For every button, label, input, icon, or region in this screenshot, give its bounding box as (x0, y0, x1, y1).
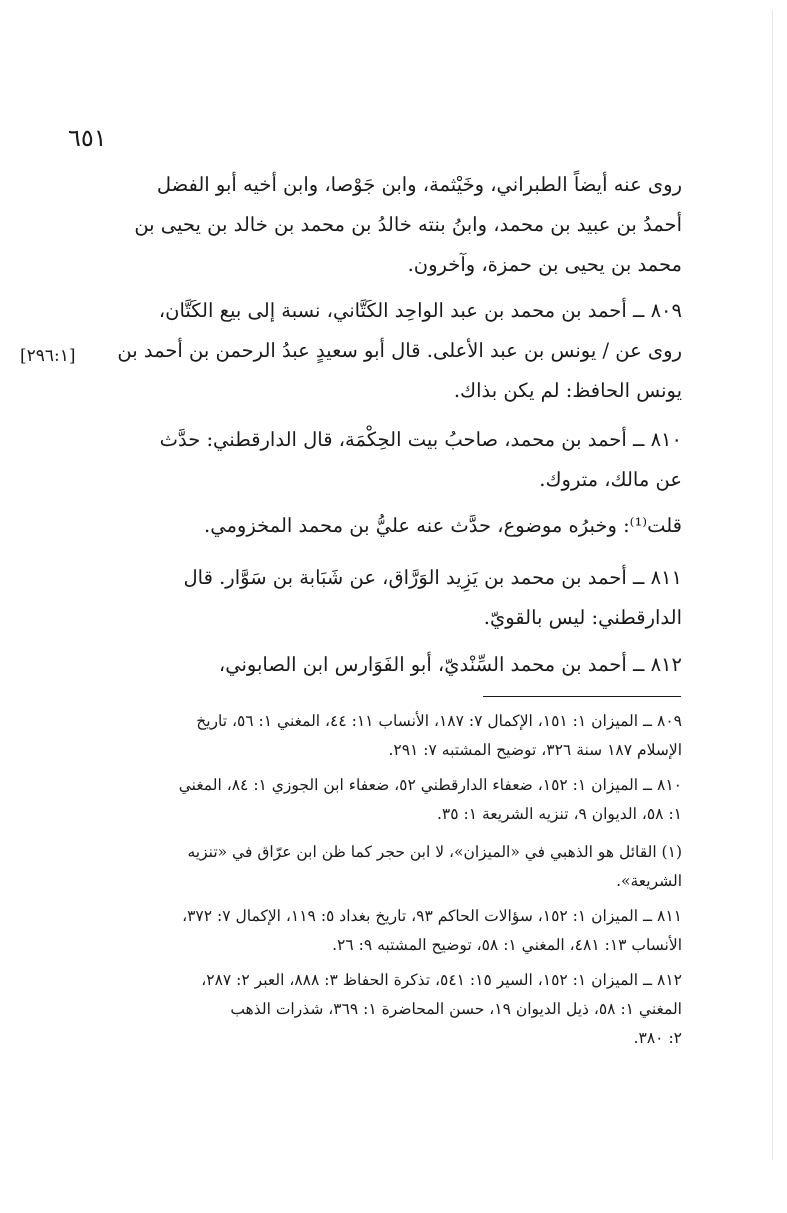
entry-812: ٨١٢ ــ أحمد بن محمد السِّنْديّ، أبو الفَوَارس ابن الصابوني، (218, 653, 682, 676)
footnote-comment-1: (١) القائل هو الذهبي في «الميزان»، لا ابن حجر كما ظن ابن عرّاق في «تنزيه الشريعة». (187, 843, 682, 890)
scan-edge-line (772, 10, 773, 1160)
page-number: ٦٥١ (68, 124, 107, 152)
entry-810: ٨١٠ ــ أحمد بن محمد، صاحبُ بيت الحِكْمَة، قال الدارقطني: حدَّث عن مالك، متروك. (159, 428, 682, 491)
footnote-809: ٨٠٩ ــ الميزان ١: ١٥١، الإكمال ٧: ١٨٧، الأنساب ١١: ٤٤، المغني ١: ٥٦، تاريخ الإسلام ١٨٧ سنة ٣٢٦، توضيح المشتبه ٧: ٢٩١. (196, 712, 682, 759)
margin-reference: [٢٩٦:١] (20, 346, 76, 366)
paragraph-continuation: روى عنه أيضاً الطبراني، وخَيْثمة، وابن جَوْصا، وابن أخيه أبو الفضل أحمدُ بن عبيد بن محمد، وابنُ بنته خالدُ بن محمد بن خالد بن يحيى بن محمد بن يحيى بن حمزة، وآخرون. (134, 173, 682, 276)
comment-paragraph: قلت⁽¹⁾: وخبرُه موضوع، حدَّث عنه عليُّ بن محمد المخزومي. (204, 514, 682, 537)
footnote-separator (483, 696, 681, 697)
footnote-810: ٨١٠ ــ الميزان ١: ١٥٢، ضعفاء الدارقطني ٥٢، ضعفاء ابن الجوزي ١: ٨٤، المغني ١: ٥٨، الديوان ٩، تنزيه الشريعة ١: ٣٥. (178, 776, 682, 823)
footnote-812: ٨١٢ ــ الميزان ١: ١٥٢، السير ١٥: ٥٤١، تذكرة الحفاظ ٣: ٨٨٨، العبر ٢: ٢٨٧، المغني ١: ٥٨، ذيل الديوان ١٩، حسن المحاضرة ١: ٣٦٩، شذرات الذهب ٢: ٣٨٠. (201, 971, 682, 1047)
entry-811: ٨١١ ــ أحمد بن محمد بن يَزِيد الوَرَّاق، عن شَبَابة بن سَوَّار. قال الدارقطني: ليس بالقويّ. (183, 566, 682, 629)
footnote-811: ٨١١ ــ الميزان ١: ١٥٢، سؤالات الحاكم ٩٣، تاريخ بغداد ٥: ١١٩، الإكمال ٧: ٣٧٢، الأنساب ١٣: ٤٨١، المغني ١: ٥٨، توضيح المشتبه ٩: ٢٦. (182, 907, 682, 954)
entry-809: ٨٠٩ ــ أحمد بن محمد بن عبد الواحِد الكَتَّاني، نسبة إلى بيع الكَتَّان، روى عن / يونس بن عبد الأعلى. قال أبو سعيدٍ عبدُ الرحمن بن أحمد بن يونس الحافظ: لم يكن بذاك. (117, 299, 682, 402)
